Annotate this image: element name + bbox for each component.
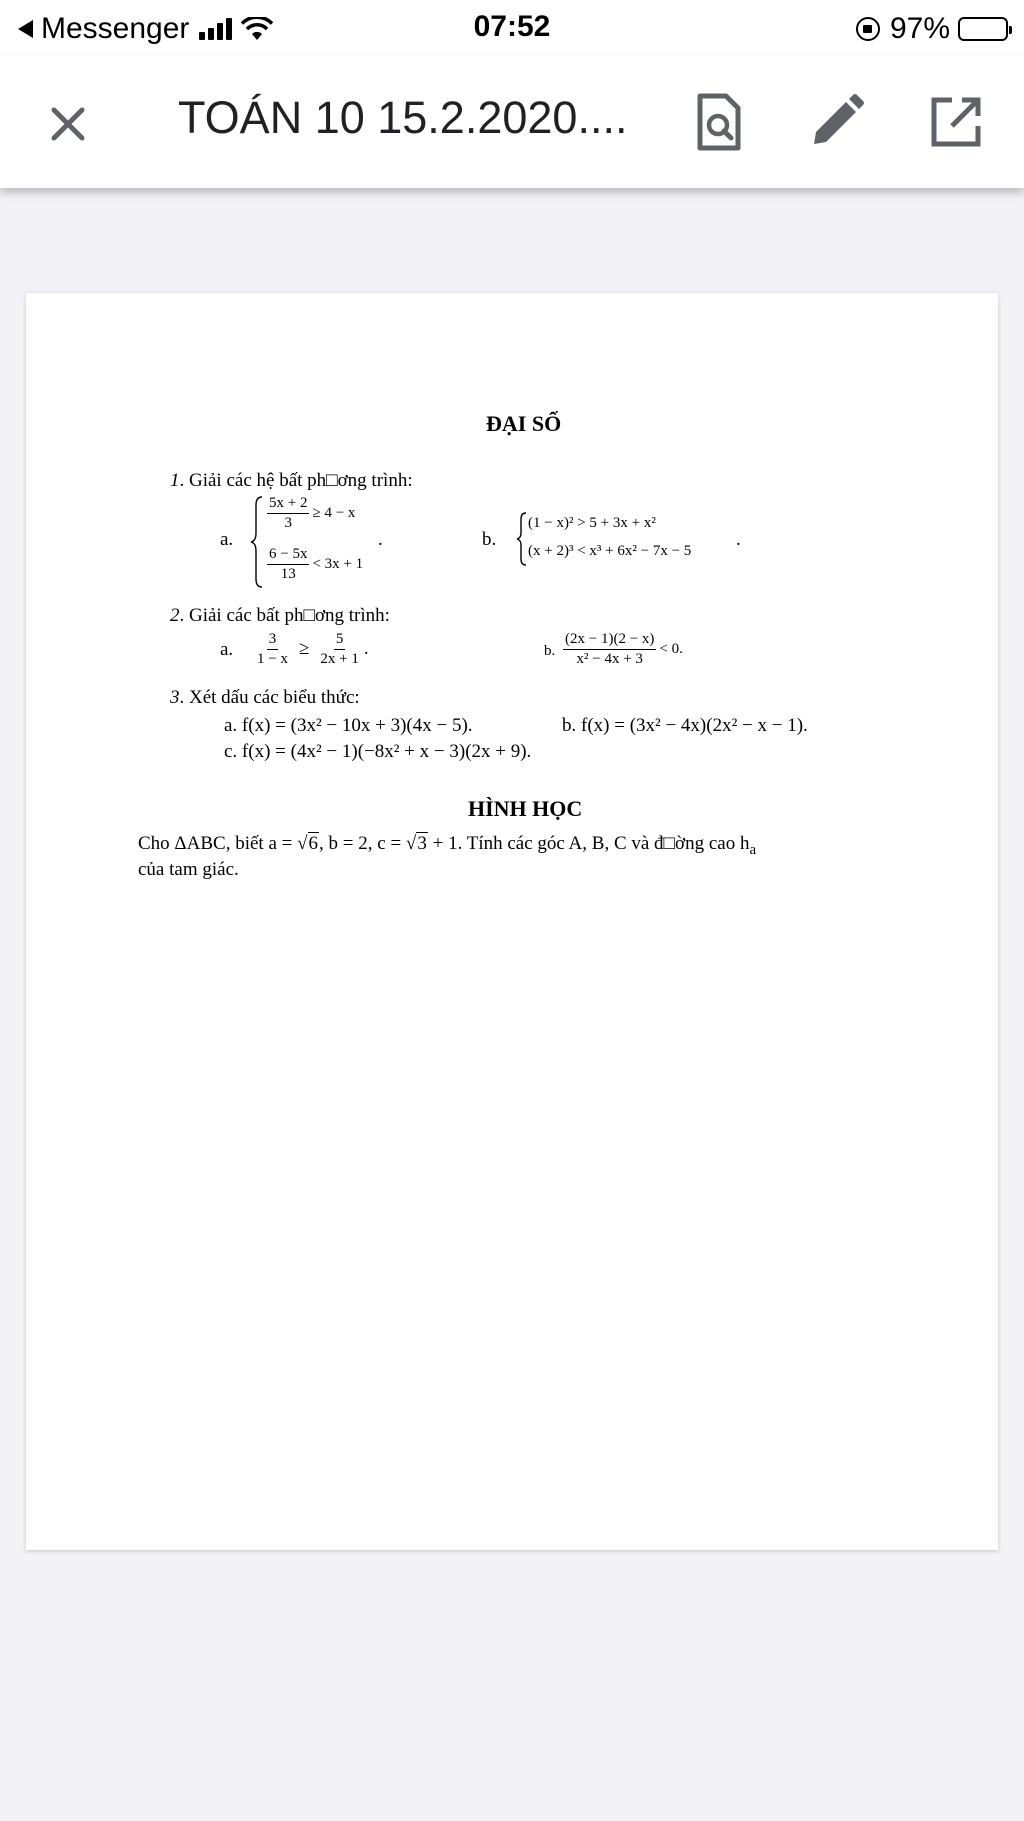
left-brace-icon bbox=[516, 511, 528, 567]
viewer-toolbar bbox=[0, 56, 1024, 188]
q2b-expression: $\frac{(2x - 1)(2 - x)}{\text{x² − 4x + 3}}$ < 0. bbox=[565, 631, 683, 667]
q1a-line-2: $\frac{6 - 5x}{13}$ < 3x + 1 bbox=[269, 546, 364, 582]
back-app-label: Messenger bbox=[41, 12, 190, 45]
q2a-expression: $\frac{3}{1 - x}$ ≥ $\frac{5}{2x + 1}$ . bbox=[257, 631, 369, 667]
q2a-label: a. bbox=[220, 639, 234, 660]
q1a-period: . bbox=[378, 529, 383, 550]
q3b-expression: b. f(x) = (3x² − 4x)(2x² − x − 1). bbox=[562, 715, 808, 736]
section-heading-algebra: ĐẠI SỐ bbox=[486, 411, 562, 436]
geometry-problem-line-2: của tam giác. bbox=[138, 859, 239, 880]
document-content bbox=[26, 293, 998, 1550]
left-brace-icon bbox=[250, 495, 264, 589]
sqrt-6: √6 bbox=[297, 833, 319, 854]
rotation-lock-icon bbox=[856, 17, 880, 41]
q3c-expression: c. f(x) = (4x² − 1)(−8x² + x − 3)(2x + 9). bbox=[224, 741, 532, 762]
open-external-icon[interactable] bbox=[924, 90, 988, 154]
q2b-label: b. bbox=[544, 643, 556, 659]
clock: 07:52 bbox=[473, 10, 551, 43]
sqrt-3: √3 bbox=[405, 833, 427, 854]
q1b-line-2: (x + 2)³ < x³ + 6x² − 7x − 5 bbox=[528, 543, 692, 559]
document-title: TOÁN 10 15.2.2020.... bbox=[178, 92, 628, 143]
battery-icon bbox=[958, 17, 1008, 41]
close-icon[interactable] bbox=[36, 92, 100, 156]
battery-percent: 97% bbox=[889, 12, 950, 45]
edit-pencil-icon[interactable] bbox=[804, 90, 868, 154]
q1a-line-1: $\frac{5x + 2}{3}$ ≥ 4 − x bbox=[269, 495, 356, 531]
q1b-line-1: (1 − x)² > 5 + 3x + x² bbox=[528, 515, 656, 531]
question-2: 2. Giải các bất ph□ơng trình: bbox=[170, 605, 390, 626]
section-heading-geometry: HÌNH HỌC bbox=[468, 796, 583, 821]
document-page[interactable] bbox=[26, 293, 998, 1550]
q1b-label: b. bbox=[482, 529, 497, 550]
q1b-period: . bbox=[736, 529, 741, 550]
question-3: 3. Xét dấu các biểu thức: bbox=[170, 687, 360, 708]
q3a-expression: a. f(x) = (3x² − 10x + 3)(4x − 5). bbox=[224, 715, 473, 736]
status-right bbox=[856, 12, 1008, 46]
status-bar bbox=[0, 0, 1024, 56]
question-1: 1. Giải các hệ bất ph□ơng trình: bbox=[170, 470, 413, 491]
q1a-label: a. bbox=[220, 529, 234, 550]
geometry-problem-line-1: Cho ΔABC, biết a = √6, b = 2, c = √3 + 1. Tính các góc A, B, C và đ□ờng cao $h_a$ bbox=[138, 833, 757, 858]
find-in-document-icon[interactable] bbox=[686, 90, 750, 154]
